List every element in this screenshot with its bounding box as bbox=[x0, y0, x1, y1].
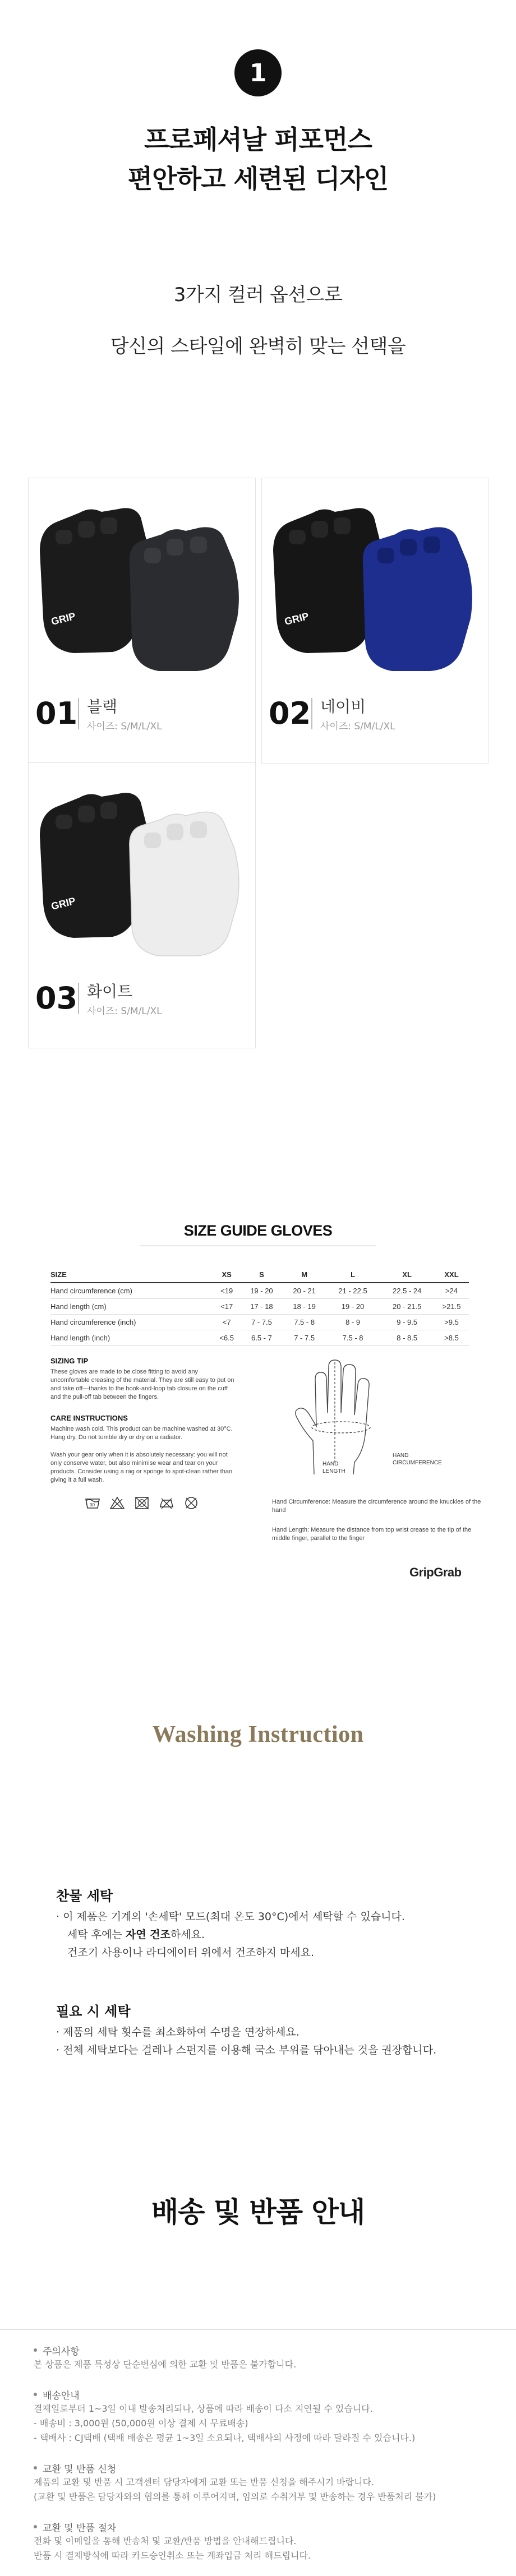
svg-text:GRIP: GRIP bbox=[50, 610, 77, 627]
shipping-line: 전화 및 이메일을 통해 반송처 및 교환/반품 방법을 안내해드립니다. bbox=[34, 2536, 297, 2546]
product-color-name: 블랙 bbox=[87, 697, 118, 716]
wash-30-icon bbox=[84, 1496, 101, 1510]
washing-block-title: 필요 시 세탁 bbox=[56, 2004, 131, 2019]
washing-line: 세탁 후에는 자연 건조하세요. bbox=[67, 1928, 205, 1941]
table-cell: >21.5 bbox=[434, 1298, 469, 1314]
table-cell: >24 bbox=[434, 1283, 469, 1298]
shipping-notes bbox=[34, 2343, 494, 2563]
table-cell: 7.5 - 8 bbox=[283, 1314, 326, 1330]
product-number: 03 bbox=[35, 981, 78, 1016]
shipping-block-delivery bbox=[34, 2388, 494, 2445]
glove-image-navy bbox=[262, 478, 489, 680]
table-row bbox=[50, 1330, 469, 1345]
table-cell: 7 - 7.5 bbox=[283, 1330, 326, 1345]
header-xxl: XXL bbox=[434, 1267, 469, 1283]
shipping-line: - 택배사 : CJ택배 (택배 배송은 평균 1~3일 소요되나, 택배사의 사정에 따라 달라질 수 있습니다.) bbox=[34, 2432, 416, 2443]
no-tumble-dry-icon bbox=[133, 1496, 150, 1510]
hand-circumference-caption: Hand Circumference: Measure the circumference around the knuckles of the hand bbox=[272, 1499, 481, 1514]
header-size: SIZE bbox=[50, 1267, 213, 1283]
shipping-block-exchange-request bbox=[34, 2461, 494, 2504]
shipping-block-title: 교환 및 반품 신청 bbox=[34, 2461, 494, 2475]
header-xl: XL bbox=[380, 1267, 434, 1283]
shipping-title: 배송 및 반품 안내 bbox=[151, 2196, 365, 2228]
washing-title: Washing Instruction bbox=[152, 1722, 364, 1747]
table-row bbox=[50, 1314, 469, 1330]
size-table-header bbox=[50, 1267, 469, 1283]
care-instructions-body-1: Machine wash cold. This product can be machine washed at 30°C. Hang dry. Do not tumble dry or dry on a radiator. bbox=[50, 1426, 233, 1441]
card-divider bbox=[78, 983, 79, 1014]
table-cell: <6.5 bbox=[213, 1330, 240, 1345]
shipping-line: 본 상품은 제품 특성상 단순변심에 의한 교환 및 반품은 불가합니다. bbox=[34, 2359, 297, 2370]
svg-text:30: 30 bbox=[90, 1502, 95, 1507]
table-cell: 7.5 - 8 bbox=[326, 1330, 380, 1345]
table-cell: >8.5 bbox=[434, 1330, 469, 1345]
no-dry-clean-icon bbox=[183, 1496, 200, 1510]
glove-front bbox=[130, 527, 239, 671]
table-row bbox=[50, 1283, 469, 1298]
subheadline bbox=[0, 280, 516, 361]
shipping-block-title: 배송안내 bbox=[34, 2388, 494, 2402]
shipping-divider bbox=[0, 2329, 516, 2330]
table-cell: 17 - 18 bbox=[240, 1298, 283, 1314]
shipping-line: 제품의 교환 및 반품 시 고객센터 담당자에게 교환 또는 반품 신청을 해주시기 바랍니다. bbox=[34, 2477, 375, 2487]
shipping-line: - 배송비 : 3,000원 (50,000원 이상 결제 시 무료배송) bbox=[34, 2418, 248, 2429]
subheadline-line-2: 당신의 스타일에 완벽히 맞는 선택을 bbox=[110, 335, 406, 358]
care-instructions-title: CARE INSTRUCTIONS bbox=[50, 1414, 128, 1422]
header-xs: XS bbox=[213, 1267, 240, 1283]
table-cell: <7 bbox=[213, 1314, 240, 1330]
washing-line: · 제품의 세탁 횟수를 최소화하여 수명을 연장하세요. bbox=[56, 2026, 300, 2038]
table-cell: 8 - 9 bbox=[326, 1314, 380, 1330]
shipping-line: 반품 시 결제방식에 따라 카드승인취소 또는 계좌입금 처리 해드립니다. bbox=[34, 2550, 311, 2561]
product-sizes: 사이즈: S/M/L/XL bbox=[87, 721, 162, 732]
hand-length-caption: Hand Length: Measure the distance from top wrist crease to the tip of the middle finger, parallel to the finger bbox=[272, 1527, 472, 1542]
sizing-tip-title: SIZING TIP bbox=[50, 1357, 89, 1365]
glove-front bbox=[363, 527, 472, 671]
table-cell: 19 - 20 bbox=[240, 1283, 283, 1298]
header-l: L bbox=[326, 1267, 380, 1283]
care-instructions-body-2: Wash your gear only when it is absolutely necessary: you will not only conserve water, but also minimise wear and tear on your products. Consider using a rag or sponge to spot-clean rather than giving it a full wash. bbox=[50, 1451, 233, 1483]
product-sizes: 사이즈: S/M/L/XL bbox=[87, 1006, 162, 1017]
product-card-white[interactable] bbox=[28, 762, 256, 1048]
shipping-block-title: 주의사항 bbox=[34, 2343, 494, 2357]
svg-text:GRIP: GRIP bbox=[50, 895, 77, 912]
card-divider bbox=[311, 698, 312, 729]
header-m: M bbox=[283, 1267, 326, 1283]
table-cell: 19 - 20 bbox=[326, 1298, 380, 1314]
table-cell: 20 - 21.5 bbox=[380, 1298, 434, 1314]
shipping-block-title: 교환 및 반품 절차 bbox=[34, 2520, 494, 2534]
glove-image-black bbox=[29, 478, 255, 680]
product-card-black[interactable] bbox=[28, 478, 256, 764]
table-cell: 8 - 8.5 bbox=[380, 1330, 434, 1345]
product-number: 02 bbox=[269, 696, 311, 731]
sizing-tip-body: These gloves are made to be close fitting to avoid any uncomfortable creasing of the material. They are still easy to put on and take off—thanks to the hook-and-loop tab closure on the cuff and the pull-off tab between the fingers. bbox=[50, 1368, 234, 1400]
washing-line: 건조기 사용이나 라디에이터 위에서 건조하지 마세요. bbox=[67, 1946, 315, 1959]
headline bbox=[0, 120, 516, 198]
washing-block-when-needed bbox=[56, 2000, 482, 2059]
svg-text:GRIP: GRIP bbox=[283, 610, 310, 627]
size-table bbox=[50, 1267, 469, 1346]
washing-block-cold bbox=[56, 1885, 482, 1962]
hand-length-label: HAND LENGTH bbox=[322, 1461, 345, 1474]
shipping-line: (교환 및 반품은 담당자와의 협의를 통해 이루어지며, 임의로 수취거부 및 반송하는 경우 반품처리 불가) bbox=[34, 2491, 436, 2502]
section-number-badge bbox=[234, 49, 282, 96]
gripgrab-logo: GripGrab bbox=[409, 1565, 462, 1579]
table-cell: 9 - 9.5 bbox=[380, 1314, 434, 1330]
shipping-block-caution bbox=[34, 2343, 494, 2372]
glove-image-white bbox=[29, 763, 255, 965]
care-icons bbox=[84, 1496, 200, 1510]
washing-line: · 전체 세탁보다는 걸레나 스펀지를 이용해 국소 부위를 닦아내는 것을 권장합니다. bbox=[56, 2044, 437, 2056]
natural-dry-emphasis: 자연 건조 bbox=[125, 1928, 171, 1941]
row-label: Hand circumference (cm) bbox=[50, 1283, 213, 1298]
table-cell: 21 - 22.5 bbox=[326, 1283, 380, 1298]
product-card-navy[interactable] bbox=[261, 478, 489, 764]
product-number: 01 bbox=[35, 696, 78, 731]
product-color-name: 화이트 bbox=[87, 982, 133, 1001]
table-cell: 18 - 19 bbox=[283, 1298, 326, 1314]
shipping-block-exchange-procedure bbox=[34, 2520, 494, 2563]
shipping-line: 결제일로부터 1~3일 이내 발송처리되나, 상품에 따라 배송이 다소 지연될 수 있습니다. bbox=[34, 2403, 373, 2414]
glove-front bbox=[130, 812, 239, 956]
row-label: Hand length (cm) bbox=[50, 1298, 213, 1314]
table-cell: 7 - 7.5 bbox=[240, 1314, 283, 1330]
table-cell: <17 bbox=[213, 1298, 240, 1314]
product-sizes: 사이즈: S/M/L/XL bbox=[320, 721, 395, 732]
table-row bbox=[50, 1298, 469, 1314]
table-cell: >9.5 bbox=[434, 1314, 469, 1330]
subheadline-line-1: 3가지 컬러 옵션으로 bbox=[173, 284, 343, 306]
card-divider bbox=[78, 698, 79, 729]
table-cell: 20 - 21 bbox=[283, 1283, 326, 1298]
size-guide-title: SIZE GUIDE GLOVES bbox=[183, 1222, 333, 1239]
product-color-name: 네이비 bbox=[320, 697, 366, 716]
washing-line: · 이 제품은 기계의 '손세탁' 모드(최대 온도 30°C)에서 세탁할 수 있습니다. bbox=[56, 1911, 405, 1923]
section-number: 1 bbox=[249, 58, 267, 87]
row-label: Hand length (inch) bbox=[50, 1330, 213, 1345]
headline-line-1: 프로페셔날 퍼포먼스 bbox=[144, 124, 372, 155]
headline-line-2: 편안하고 세련된 디자인 bbox=[127, 164, 389, 194]
header-s: S bbox=[240, 1267, 283, 1283]
washing-block-title: 찬물 세탁 bbox=[56, 1888, 113, 1904]
table-cell: 22.5 - 24 bbox=[380, 1283, 434, 1298]
row-label: Hand circumference (inch) bbox=[50, 1314, 213, 1330]
no-iron-icon bbox=[158, 1496, 175, 1510]
table-cell: <19 bbox=[213, 1283, 240, 1298]
no-bleach-icon bbox=[109, 1496, 126, 1510]
table-cell: 6.5 - 7 bbox=[240, 1330, 283, 1345]
hand-circumference-label: HAND CIRCUMFERENCE bbox=[393, 1453, 442, 1466]
